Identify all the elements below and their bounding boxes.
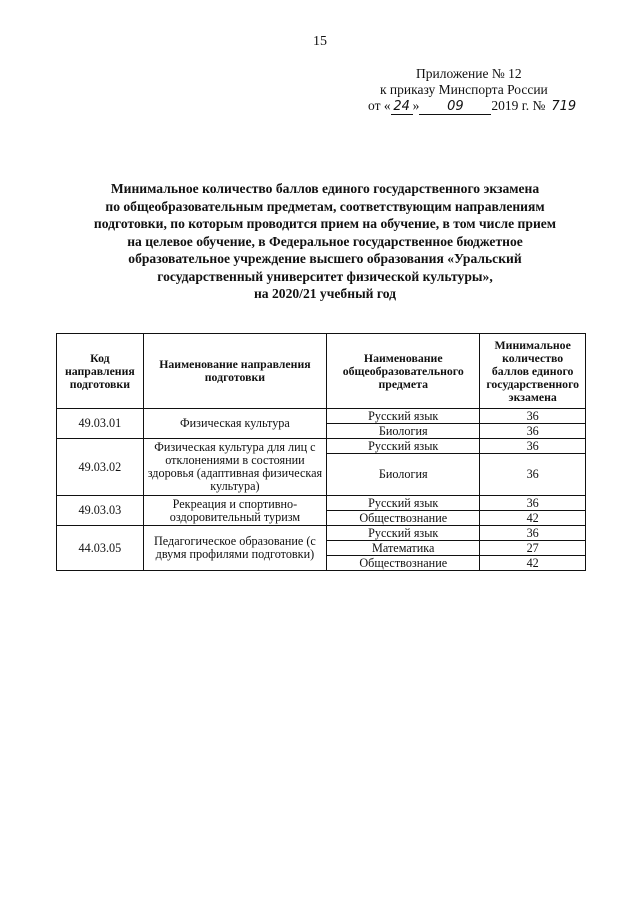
appendix-block (368, 66, 618, 115)
direction-code: 49.03.02 (57, 439, 144, 496)
title-line: Минимальное количество баллов единого государственного экзамена (110, 181, 540, 196)
appendix-date-line (368, 98, 618, 115)
exam-scores-table (56, 333, 586, 571)
title-line: государственный университет физической культуры», (157, 268, 493, 284)
header-min-score: Минимальное количество баллов единого государственного экзамена (480, 334, 586, 409)
header-direction: Наименование направления подготовки (143, 334, 326, 409)
page-number: 15 (313, 34, 327, 49)
subject-name: Биология (327, 424, 480, 439)
order-number: 719 (551, 99, 577, 114)
date-prefix: от « (368, 98, 391, 113)
min-score: 42 (480, 511, 586, 526)
subject-name: Биология (327, 454, 480, 496)
min-score: 36 (480, 424, 586, 439)
title-line: подготовки, по которым проводится прием на обучение, в том числе прием (93, 216, 557, 231)
table-row (57, 496, 586, 511)
appendix-title: Приложение № 12 (416, 66, 522, 81)
min-score: 36 (480, 454, 586, 496)
min-score: 42 (480, 556, 586, 571)
subject-name: Русский язык (327, 526, 480, 541)
title-line: на целевое обучение, в Федеральное государственное бюджетное (127, 233, 523, 249)
min-score: 36 (480, 526, 586, 541)
date-year: 2019 г. № (491, 98, 546, 113)
title-line: по общеобразовательным предметам, соответствующим направлениям (105, 198, 545, 214)
min-score: 36 (480, 496, 586, 511)
table-row (57, 439, 586, 454)
subject-name: Русский язык (327, 439, 480, 454)
title-line: на 2020/21 учебный год (253, 286, 397, 301)
document-title (70, 180, 580, 303)
min-score: 36 (480, 439, 586, 454)
direction-code: 44.03.05 (57, 526, 144, 571)
direction-code: 49.03.01 (57, 409, 144, 439)
direction-name: Педагогическое образование (с двумя профилями подготовки) (143, 526, 326, 571)
direction-code: 49.03.03 (57, 496, 144, 526)
table-row (57, 409, 586, 424)
subject-name: Обществознание (327, 511, 480, 526)
subject-name: Обществознание (327, 556, 480, 571)
direction-name: Рекреация и спортивно-оздоровительный туризм (143, 496, 326, 526)
subject-name: Русский язык (327, 496, 480, 511)
appendix-order-ref: к приказу Минспорта России (380, 82, 548, 97)
date-quote: » (412, 98, 420, 113)
min-score: 36 (480, 409, 586, 424)
header-subject: Наименование общеобразовательного предмета (327, 334, 480, 409)
date-month: 09 (419, 100, 491, 115)
subject-name: Русский язык (327, 409, 480, 424)
direction-name: Физическая культура (143, 409, 326, 439)
table-row (57, 526, 586, 541)
subject-name: Математика (327, 541, 480, 556)
header-code: Код направления подготовки (57, 334, 144, 409)
date-day: 24 (391, 100, 413, 115)
direction-name: Физическая культура для лиц с отклонениями в состоянии здоровья (адаптивная физическая культура) (143, 439, 326, 496)
title-line: образовательное учреждение высшего образования «Уральский (128, 251, 522, 266)
min-score: 27 (480, 541, 586, 556)
